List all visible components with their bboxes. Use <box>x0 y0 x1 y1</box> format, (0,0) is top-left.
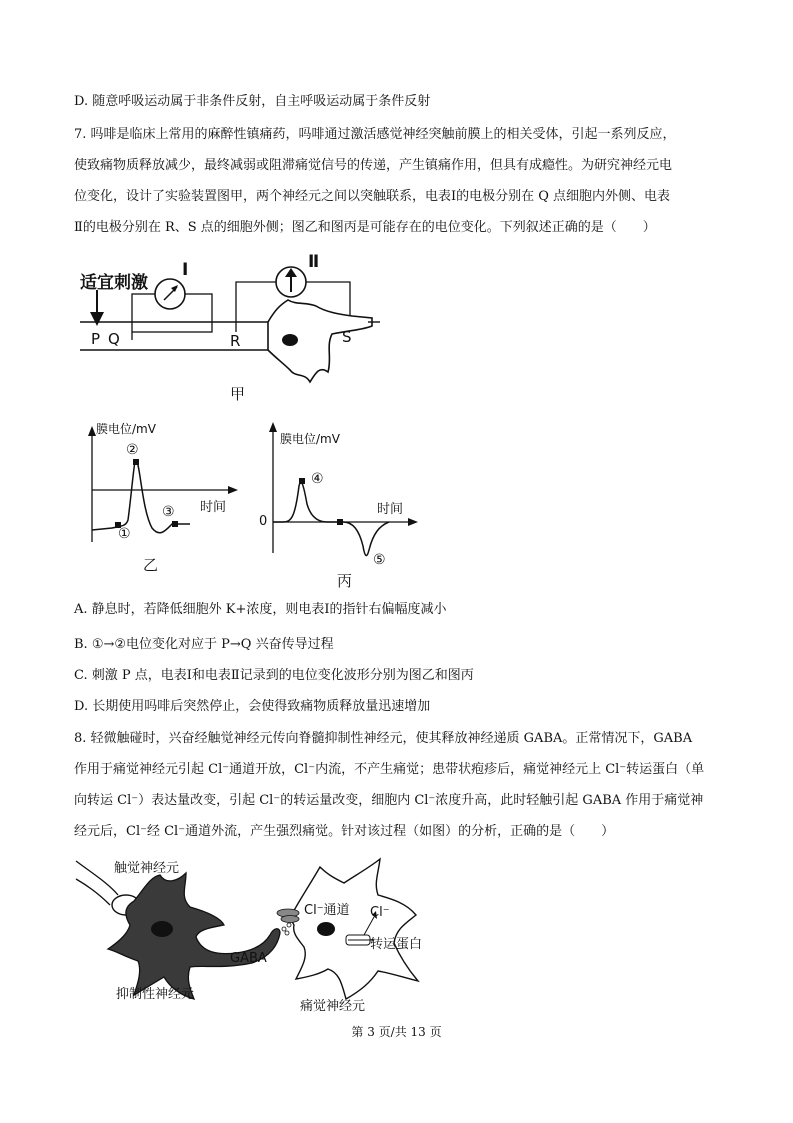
point-q-label: Q <box>108 330 120 348</box>
gaba-label: GABA <box>230 951 267 966</box>
point-p-label: P <box>91 330 101 348</box>
cl-ion-label: Cl⁻ <box>370 905 390 920</box>
figure-jia <box>70 250 390 410</box>
figure-yi <box>80 420 255 575</box>
cl-channel-label: Cl⁻通道 <box>304 903 350 918</box>
meter-1-label: Ⅰ <box>182 260 189 280</box>
figure-bing-zero: 0 <box>259 514 268 529</box>
point-r-label: R <box>230 332 241 350</box>
touch-neuron-label: 触觉神经元 <box>114 861 180 876</box>
meter-2-label: Ⅱ <box>308 252 320 272</box>
q7-stem-line: 7. 吗啡是临床上常用的麻醉性镇痛药，吗啡通过激活感觉神经突触前膜上的相关受体，引起一系列反应， <box>74 127 676 142</box>
figure-jia-caption: 甲 <box>230 385 246 403</box>
figure-bing-ylabel: 膜电位/mV <box>280 432 340 446</box>
q7-stem-line: Ⅱ的电极分别在 R、S 点的细胞外侧；图乙和图丙是可能存在的电位变化。下列叙述正确的是（ ） <box>74 220 656 235</box>
marker-4-label: ④ <box>311 471 324 487</box>
marker-1-label: ① <box>118 526 131 542</box>
q8-stem-line: 8. 轻微触碰时，兴奋经触觉神经元传向脊髓抑制性神经元，使其释放神经递质 GABA。正常情况下，GABA <box>74 731 693 746</box>
q7-stem-line: 位变化，设计了实验装置图甲，两个神经元之间以突触联系，电表Ⅰ的电极分别在 Q 点细胞内外侧、电表 <box>74 189 671 204</box>
pain-neuron-label: 痛觉神经元 <box>300 999 366 1014</box>
figure-bing <box>255 418 425 588</box>
q8-stem-line: 经元后，Cl⁻经 Cl⁻通道外流，产生强烈痛觉。针对该过程（如图）的分析，正确的是（ ） <box>74 824 615 839</box>
page-footer: 第 3 页/共 13 页 <box>351 1025 442 1039</box>
figure-yi-caption: 乙 <box>143 556 159 574</box>
figure-q8 <box>74 853 464 1015</box>
q7-stem-line: 使致痛物质释放减少，最终减弱或阻滞痛觉信号的传递，产生镇痛作用，但具有成瘾性。为研究神经元电 <box>74 158 673 173</box>
figure-yi-xlabel: 时间 <box>200 500 227 515</box>
figure-yi-drawing <box>80 420 255 575</box>
stimulus-label: 适宜刺激 <box>80 273 148 293</box>
q6-option-d: D. 随意呼吸运动属于非条件反射，自主呼吸运动属于条件反射 <box>74 94 431 109</box>
q7-option-b: B. ①→②电位变化对应于 P→Q 兴奋传导过程 <box>74 637 334 652</box>
marker-5-label: ⑤ <box>373 552 386 568</box>
figure-bing-xlabel: 时间 <box>377 502 404 517</box>
q7-option-d: D. 长期使用吗啡后突然停止，会使得致痛物质释放量迅速增加 <box>74 699 431 714</box>
q8-stem-line: 作用于痛觉神经元引起 Cl⁻通道开放，Cl⁻内流，不产生痛觉；患带状疱疹后，痛觉神经元上 Cl⁻转运蛋白（单 <box>74 762 705 777</box>
figure-yi-ylabel: 膜电位/mV <box>96 422 156 436</box>
figure-bing-caption: 丙 <box>337 572 353 590</box>
transporter-label: 转运蛋白 <box>370 937 423 952</box>
marker-2-label: ② <box>126 442 139 458</box>
q7-option-a: A. 静息时，若降低细胞外 K+浓度，则电表Ⅰ的指针右偏幅度减小 <box>74 602 447 617</box>
q7-option-c: C. 刺激 P 点，电表Ⅰ和电表Ⅱ记录到的电位变化波形分别为图乙和图丙 <box>74 668 474 683</box>
inhibitory-neuron-label: 抑制性神经元 <box>116 987 195 1002</box>
marker-3-label: ③ <box>162 504 175 520</box>
point-s-label: S <box>342 328 352 346</box>
q8-stem-line: 向转运 Cl⁻）表达量改变，引起 Cl⁻的转运量改变，细胞内 Cl⁻浓度升高，此时轻触引起 GABA 作用于痛觉神 <box>74 793 704 808</box>
